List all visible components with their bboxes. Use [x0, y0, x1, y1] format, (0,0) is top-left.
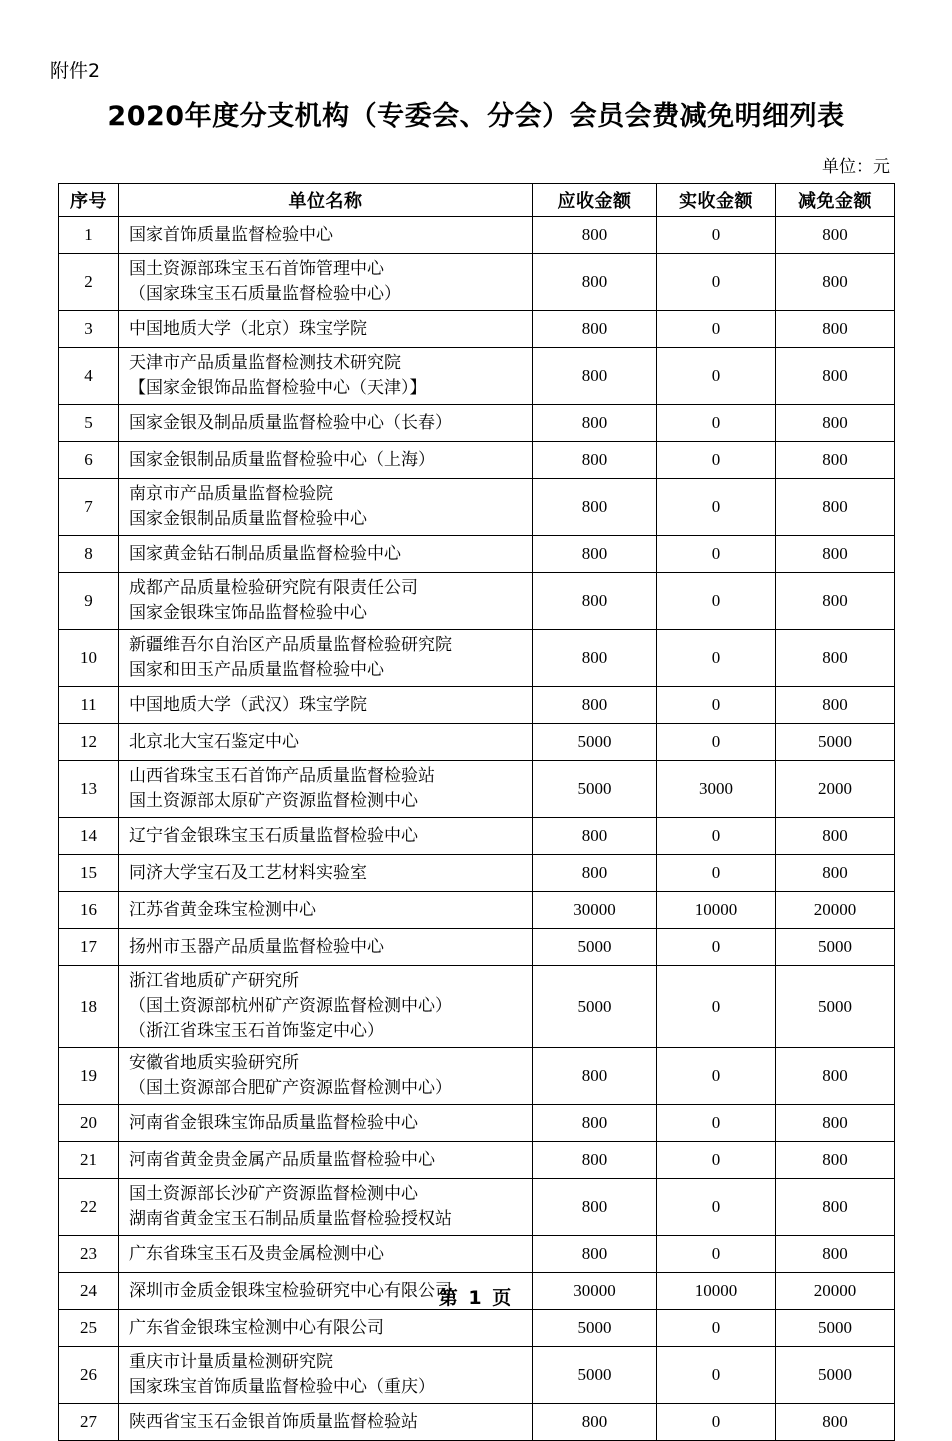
- cell-due-amount: 800: [533, 1142, 657, 1179]
- table-header: [59, 184, 895, 217]
- cell-waived-amount: 800: [776, 1404, 895, 1441]
- cell-unit-name: [119, 818, 533, 855]
- table-row: [59, 892, 895, 929]
- cell-seq: 22: [59, 1179, 119, 1236]
- table-row: [59, 630, 895, 687]
- cell-due-amount: 5000: [533, 761, 657, 818]
- cell-paid-amount: 10000: [657, 892, 776, 929]
- cell-unit-name: [119, 1310, 533, 1347]
- table-body: [59, 217, 895, 1441]
- unit-name-line: 辽宁省金银珠宝玉石质量监督检验中心: [129, 825, 418, 846]
- cell-due-amount: 800: [533, 348, 657, 405]
- table-row: [59, 536, 895, 573]
- fee-table-container: [58, 183, 894, 1441]
- table-row: [59, 442, 895, 479]
- cell-seq: 16: [59, 892, 119, 929]
- cell-due-amount: 800: [533, 311, 657, 348]
- cell-paid-amount: 0: [657, 687, 776, 724]
- cell-paid-amount: 0: [657, 1179, 776, 1236]
- cell-seq: 8: [59, 536, 119, 573]
- table-row: [59, 405, 895, 442]
- cell-unit-name: [119, 1048, 533, 1105]
- unit-name-line: 国家珠宝首饰质量监督检验中心（重庆）: [129, 1377, 435, 1397]
- unit-name-line: 国土资源部珠宝玉石首饰管理中心: [129, 259, 384, 279]
- cell-waived-amount: 20000: [776, 892, 895, 929]
- cell-seq: 13: [59, 761, 119, 818]
- cell-seq: 11: [59, 687, 119, 724]
- table-row: [59, 1179, 895, 1236]
- unit-name-line: （国土资源部杭州矿产资源监督检测中心）: [129, 996, 452, 1016]
- cell-unit-name: [119, 1142, 533, 1179]
- currency-unit-note: 单位：元: [822, 157, 890, 177]
- cell-waived-amount: 800: [776, 1105, 895, 1142]
- cell-waived-amount: 800: [776, 479, 895, 536]
- cell-unit-name: [119, 929, 533, 966]
- cell-due-amount: 800: [533, 630, 657, 687]
- cell-waived-amount: 800: [776, 630, 895, 687]
- cell-unit-name: [119, 724, 533, 761]
- page-title: 2020年度分支机构（专委会、分会）会员会费减免明细列表: [107, 101, 845, 132]
- unit-name-line: 山西省珠宝玉石首饰产品质量监督检验站: [129, 766, 435, 786]
- cell-unit-name: [119, 573, 533, 630]
- cell-paid-amount: 3000: [657, 761, 776, 818]
- cell-due-amount: 800: [533, 1236, 657, 1273]
- cell-due-amount: 5000: [533, 966, 657, 1048]
- cell-paid-amount: 0: [657, 405, 776, 442]
- cell-waived-amount: 800: [776, 405, 895, 442]
- cell-seq: 3: [59, 311, 119, 348]
- cell-seq: 20: [59, 1105, 119, 1142]
- cell-unit-name: [119, 536, 533, 573]
- cell-paid-amount: 0: [657, 1310, 776, 1347]
- cell-waived-amount: 800: [776, 855, 895, 892]
- table-row: [59, 855, 895, 892]
- cell-due-amount: 800: [533, 1404, 657, 1441]
- unit-name-line: 湖南省黄金宝玉石制品质量监督检验授权站: [129, 1209, 452, 1229]
- cell-seq: 24: [59, 1273, 119, 1310]
- table-header-row: [59, 184, 895, 217]
- cell-waived-amount: 5000: [776, 724, 895, 761]
- unit-name-line: 天津市产品质量监督检测技术研究院: [129, 353, 401, 373]
- unit-name-line: 扬州市玉器产品质量监督检验中心: [129, 936, 384, 957]
- cell-seq: 7: [59, 479, 119, 536]
- cell-paid-amount: 0: [657, 348, 776, 405]
- cell-unit-name: [119, 1236, 533, 1273]
- cell-due-amount: 800: [533, 479, 657, 536]
- table-row: [59, 929, 895, 966]
- cell-unit-name: [119, 1179, 533, 1236]
- cell-paid-amount: 0: [657, 573, 776, 630]
- cell-paid-amount: 0: [657, 1142, 776, 1179]
- cell-waived-amount: 800: [776, 254, 895, 311]
- unit-name-line: 国家金银珠宝饰品监督检验中心: [129, 603, 367, 623]
- cell-unit-name: [119, 254, 533, 311]
- cell-waived-amount: 800: [776, 1179, 895, 1236]
- cell-waived-amount: 800: [776, 348, 895, 405]
- cell-waived-amount: 5000: [776, 929, 895, 966]
- cell-seq: 15: [59, 855, 119, 892]
- unit-name-line: 南京市产品质量监督检验院: [129, 484, 333, 504]
- cell-due-amount: 30000: [533, 892, 657, 929]
- table-row: [59, 1105, 895, 1142]
- cell-waived-amount: 800: [776, 818, 895, 855]
- unit-name-line: 【国家金银饰品监督检验中心（天津）】: [129, 378, 427, 398]
- cell-waived-amount: 800: [776, 1236, 895, 1273]
- cell-due-amount: 5000: [533, 929, 657, 966]
- unit-name-line: 重庆市计量质量检测研究院: [129, 1352, 333, 1372]
- cell-waived-amount: 800: [776, 311, 895, 348]
- cell-unit-name: [119, 1347, 533, 1404]
- unit-name-line: 国家金银及制品质量监督检验中心（长春）: [129, 412, 452, 433]
- cell-paid-amount: 0: [657, 1404, 776, 1441]
- table-row: [59, 311, 895, 348]
- page-footer: 第 1 页: [438, 1287, 514, 1309]
- cell-waived-amount: 800: [776, 442, 895, 479]
- table-row: [59, 761, 895, 818]
- cell-waived-amount: 800: [776, 1048, 895, 1105]
- table-row: [59, 348, 895, 405]
- cell-seq: 14: [59, 818, 119, 855]
- cell-seq: 10: [59, 630, 119, 687]
- unit-name-line: 国家和田玉产品质量监督检验中心: [129, 660, 384, 680]
- unit-name-line: 河南省黄金贵金属产品质量监督检验中心: [129, 1149, 435, 1170]
- table-row: [59, 1142, 895, 1179]
- cell-unit-name: [119, 1404, 533, 1441]
- unit-name-line: 安徽省地质实验研究所: [129, 1053, 299, 1073]
- table-row: [59, 217, 895, 254]
- unit-name-line: 同济大学宝石及工艺材料实验室: [129, 862, 367, 883]
- unit-name-line: 陕西省宝玉石金银首饰质量监督检验站: [129, 1411, 418, 1432]
- cell-waived-amount: 20000: [776, 1273, 895, 1310]
- cell-seq: 4: [59, 348, 119, 405]
- cell-unit-name: [119, 217, 533, 254]
- cell-unit-name: [119, 855, 533, 892]
- cell-due-amount: 800: [533, 1179, 657, 1236]
- table-row: [59, 254, 895, 311]
- table-row: [59, 1236, 895, 1273]
- cell-due-amount: 800: [533, 442, 657, 479]
- cell-unit-name: [119, 630, 533, 687]
- cell-unit-name: [119, 442, 533, 479]
- cell-unit-name: [119, 311, 533, 348]
- cell-due-amount: 800: [533, 254, 657, 311]
- cell-due-amount: 5000: [533, 1347, 657, 1404]
- cell-seq: 25: [59, 1310, 119, 1347]
- unit-name-line: 江苏省黄金珠宝检测中心: [129, 899, 316, 920]
- column-header-due: 应收金额: [533, 184, 657, 217]
- table-row: [59, 818, 895, 855]
- unit-name-line: 北京北大宝石鉴定中心: [129, 731, 299, 752]
- unit-name-line: 深圳市金质金银珠宝检验研究中心有限公司: [129, 1280, 452, 1301]
- unit-name-line: 广东省珠宝玉石及贵金属检测中心: [129, 1243, 384, 1264]
- unit-name-line: 浙江省地质矿产研究所: [129, 971, 299, 991]
- cell-unit-name: [119, 687, 533, 724]
- cell-paid-amount: 0: [657, 1048, 776, 1105]
- unit-name-line: 成都产品质量检验研究院有限责任公司: [129, 578, 418, 598]
- cell-unit-name: [119, 405, 533, 442]
- unit-name-line: 国家首饰质量监督检验中心: [129, 224, 333, 245]
- cell-unit-name: [119, 892, 533, 929]
- cell-paid-amount: 0: [657, 818, 776, 855]
- cell-waived-amount: 5000: [776, 1347, 895, 1404]
- unit-name-line: 国土资源部太原矿产资源监督检测中心: [129, 791, 418, 811]
- cell-due-amount: 800: [533, 405, 657, 442]
- cell-paid-amount: 0: [657, 254, 776, 311]
- cell-seq: 9: [59, 573, 119, 630]
- cell-waived-amount: 5000: [776, 1310, 895, 1347]
- cell-paid-amount: 0: [657, 966, 776, 1048]
- cell-paid-amount: 0: [657, 855, 776, 892]
- cell-seq: 19: [59, 1048, 119, 1105]
- cell-unit-name: [119, 479, 533, 536]
- cell-paid-amount: 0: [657, 1105, 776, 1142]
- cell-paid-amount: 0: [657, 1236, 776, 1273]
- fee-detail-table: [58, 183, 895, 1441]
- cell-seq: 23: [59, 1236, 119, 1273]
- column-header-name: 单位名称: [119, 184, 533, 217]
- unit-name-line: 中国地质大学（武汉）珠宝学院: [129, 694, 367, 715]
- cell-due-amount: 800: [533, 818, 657, 855]
- table-row: [59, 724, 895, 761]
- cell-paid-amount: 0: [657, 724, 776, 761]
- cell-due-amount: 800: [533, 855, 657, 892]
- cell-waived-amount: 800: [776, 687, 895, 724]
- cell-seq: 26: [59, 1347, 119, 1404]
- cell-paid-amount: 0: [657, 536, 776, 573]
- cell-unit-name: [119, 966, 533, 1048]
- unit-name-line: 中国地质大学（北京）珠宝学院: [129, 318, 367, 339]
- cell-paid-amount: 0: [657, 311, 776, 348]
- cell-due-amount: 800: [533, 573, 657, 630]
- cell-seq: 27: [59, 1404, 119, 1441]
- unit-name-line: （国土资源部合肥矿产资源监督检测中心）: [129, 1078, 452, 1098]
- cell-paid-amount: 0: [657, 217, 776, 254]
- table-row: [59, 1310, 895, 1347]
- table-row: [59, 966, 895, 1048]
- cell-unit-name: [119, 761, 533, 818]
- cell-due-amount: 800: [533, 687, 657, 724]
- cell-paid-amount: 10000: [657, 1273, 776, 1310]
- cell-waived-amount: 5000: [776, 966, 895, 1048]
- cell-due-amount: 800: [533, 217, 657, 254]
- table-row: [59, 1404, 895, 1441]
- cell-due-amount: 5000: [533, 1310, 657, 1347]
- cell-seq: 6: [59, 442, 119, 479]
- attachment-label: 附件2: [50, 60, 101, 82]
- cell-paid-amount: 0: [657, 929, 776, 966]
- cell-waived-amount: 800: [776, 573, 895, 630]
- unit-name-line: 新疆维吾尔自治区产品质量监督检验研究院: [129, 635, 452, 655]
- cell-waived-amount: 800: [776, 536, 895, 573]
- table-row: [59, 573, 895, 630]
- cell-paid-amount: 0: [657, 479, 776, 536]
- cell-waived-amount: 2000: [776, 761, 895, 818]
- unit-name-line: 国土资源部长沙矿产资源监督检测中心: [129, 1184, 418, 1204]
- cell-paid-amount: 0: [657, 1347, 776, 1404]
- cell-seq: 2: [59, 254, 119, 311]
- cell-paid-amount: 0: [657, 442, 776, 479]
- cell-waived-amount: 800: [776, 217, 895, 254]
- cell-due-amount: 5000: [533, 724, 657, 761]
- table-row: [59, 1048, 895, 1105]
- cell-due-amount: 30000: [533, 1273, 657, 1310]
- unit-name-line: 河南省金银珠宝饰品质量监督检验中心: [129, 1112, 418, 1133]
- cell-due-amount: 800: [533, 536, 657, 573]
- cell-paid-amount: 0: [657, 630, 776, 687]
- table-row: [59, 479, 895, 536]
- cell-seq: 21: [59, 1142, 119, 1179]
- cell-due-amount: 800: [533, 1105, 657, 1142]
- cell-seq: 1: [59, 217, 119, 254]
- cell-unit-name: [119, 1105, 533, 1142]
- cell-seq: 12: [59, 724, 119, 761]
- cell-seq: 17: [59, 929, 119, 966]
- column-header-waived: 减免金额: [776, 184, 895, 217]
- column-header-paid: 实收金额: [657, 184, 776, 217]
- unit-name-line: 国家金银制品质量监督检验中心: [129, 509, 367, 529]
- unit-name-line: 广东省金银珠宝检测中心有限公司: [129, 1317, 384, 1338]
- cell-unit-name: [119, 348, 533, 405]
- unit-name-line: （国家珠宝玉石质量监督检验中心）: [129, 284, 401, 304]
- table-row: [59, 1347, 895, 1404]
- column-header-seq: 序号: [59, 184, 119, 217]
- table-row: [59, 687, 895, 724]
- cell-seq: 18: [59, 966, 119, 1048]
- cell-waived-amount: 800: [776, 1142, 895, 1179]
- unit-name-line: 国家黄金钻石制品质量监督检验中心: [129, 543, 401, 564]
- cell-seq: 5: [59, 405, 119, 442]
- unit-name-line: （浙江省珠宝玉石首饰鉴定中心）: [129, 1021, 384, 1041]
- unit-name-line: 国家金银制品质量监督检验中心（上海）: [129, 449, 435, 470]
- cell-due-amount: 800: [533, 1048, 657, 1105]
